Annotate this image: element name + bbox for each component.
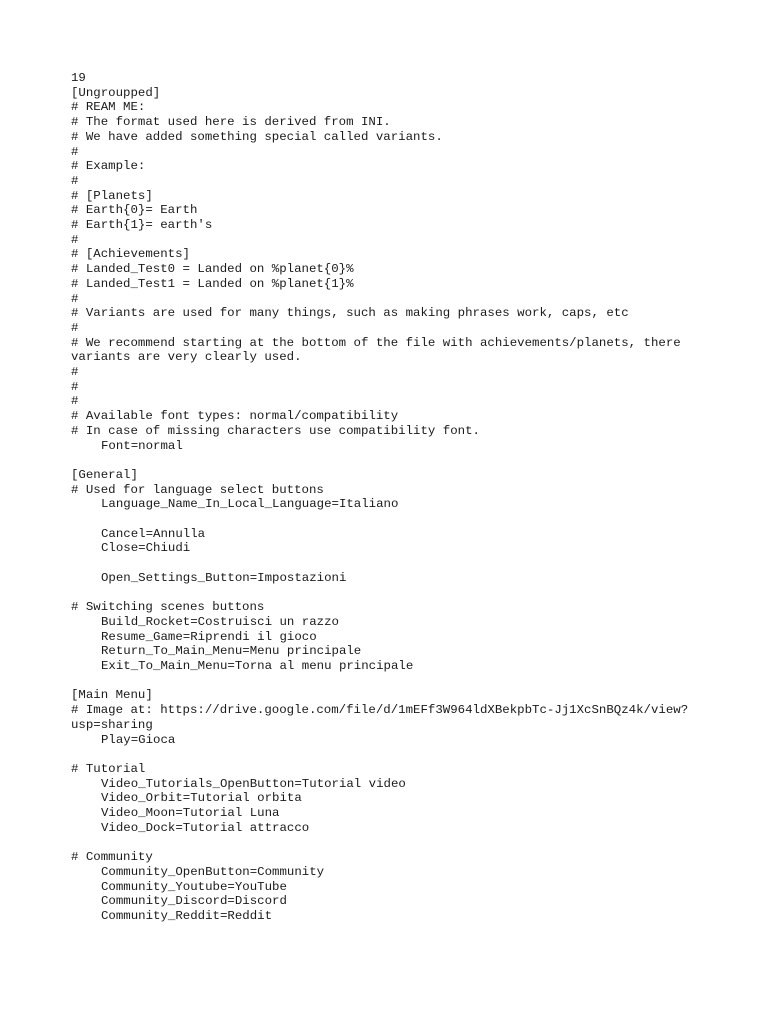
text-line: Return_To_Main_Menu=Menu principale	[101, 644, 362, 659]
text-line: usp=sharing	[71, 717, 153, 732]
text-line: # Available font types: normal/compatibility	[71, 409, 399, 424]
text-line: Open_Settings_Button=Impostazioni	[101, 570, 347, 585]
document-page	[71, 71, 711, 924]
text-line: # Earth{1}= earth's	[71, 218, 213, 233]
text-line: Resume_Game=Riprendi il gioco	[101, 629, 317, 644]
blank-line	[71, 556, 711, 571]
text-line: # Switching scenes buttons	[71, 600, 265, 615]
text-line: Play=Gioca	[101, 732, 176, 747]
text-line: # Example:	[71, 159, 146, 174]
text-line: [Main Menu]	[71, 688, 153, 703]
text-line: Community_Youtube=YouTube	[101, 879, 287, 894]
text-line: Cancel=Annulla	[101, 526, 206, 541]
text-line: # We recommend starting at the bottom of the file with achievements/planets, there	[71, 335, 681, 350]
text-line: Video_Dock=Tutorial attracco	[101, 820, 310, 835]
text-line: # Community	[71, 850, 153, 865]
blank-line	[71, 835, 711, 850]
text-line: # Landed_Test1 = Landed on %planet{1}%	[71, 276, 354, 291]
text-line: #	[71, 365, 79, 380]
text-line: Exit_To_Main_Menu=Torna al menu principale	[101, 659, 414, 674]
text-line: # Tutorial	[71, 761, 146, 776]
blank-line	[71, 453, 711, 468]
text-line: # Variants are used for many things, such as making phrases work, caps, etc	[71, 306, 629, 321]
text-line: Video_Moon=Tutorial Luna	[101, 806, 280, 821]
blank-line	[71, 586, 711, 601]
text-line: # [Achievements]	[71, 247, 190, 262]
text-line: # [Planets]	[71, 188, 153, 203]
text-line: # Used for language select buttons	[71, 482, 324, 497]
text-line: #	[71, 144, 79, 159]
text-line: Video_Tutorials_OpenButton=Tutorial video	[101, 776, 406, 791]
blank-line	[71, 747, 711, 762]
page-number: 19	[71, 71, 86, 85]
text-line: Community_Discord=Discord	[101, 894, 287, 909]
text-line: # We have added something special called variants.	[71, 129, 443, 144]
text-line: Close=Chiudi	[101, 541, 191, 556]
text-line: # In case of missing characters use compatibility font.	[71, 423, 480, 438]
text-line: Community_OpenButton=Community	[101, 864, 325, 879]
text-line: variants are very clearly used.	[71, 350, 302, 365]
text-line: Community_Reddit=Reddit	[101, 908, 273, 923]
text-line: #	[71, 232, 79, 247]
text-line: # Image at: https://drive.google.com/file/d/1mEFf3W964ldXBekpbTc-Jj1XcSnBQz4k/view?	[71, 703, 689, 718]
text-line: Build_Rocket=Costruisci un razzo	[101, 614, 339, 629]
text-line: # The format used here is derived from INI.	[71, 115, 391, 130]
text-line: #	[71, 320, 79, 335]
document-body	[71, 86, 711, 924]
text-line: Font=normal	[101, 438, 183, 453]
blank-line	[71, 674, 711, 689]
text-line: #	[71, 173, 79, 188]
text-line: [Ungroupped]	[71, 85, 161, 100]
text-line: #	[71, 394, 79, 409]
text-line: # Landed_Test0 = Landed on %planet{0}%	[71, 262, 354, 277]
blank-line	[71, 512, 711, 527]
text-line: Video_Orbit=Tutorial orbita	[101, 791, 302, 806]
text-line: # REAM ME:	[71, 100, 146, 115]
text-line: #	[71, 291, 79, 306]
text-line: [General]	[71, 467, 138, 482]
text-line: #	[71, 379, 79, 394]
text-line: # Earth{0}= Earth	[71, 203, 198, 218]
text-line: Language_Name_In_Local_Language=Italiano	[101, 497, 399, 512]
